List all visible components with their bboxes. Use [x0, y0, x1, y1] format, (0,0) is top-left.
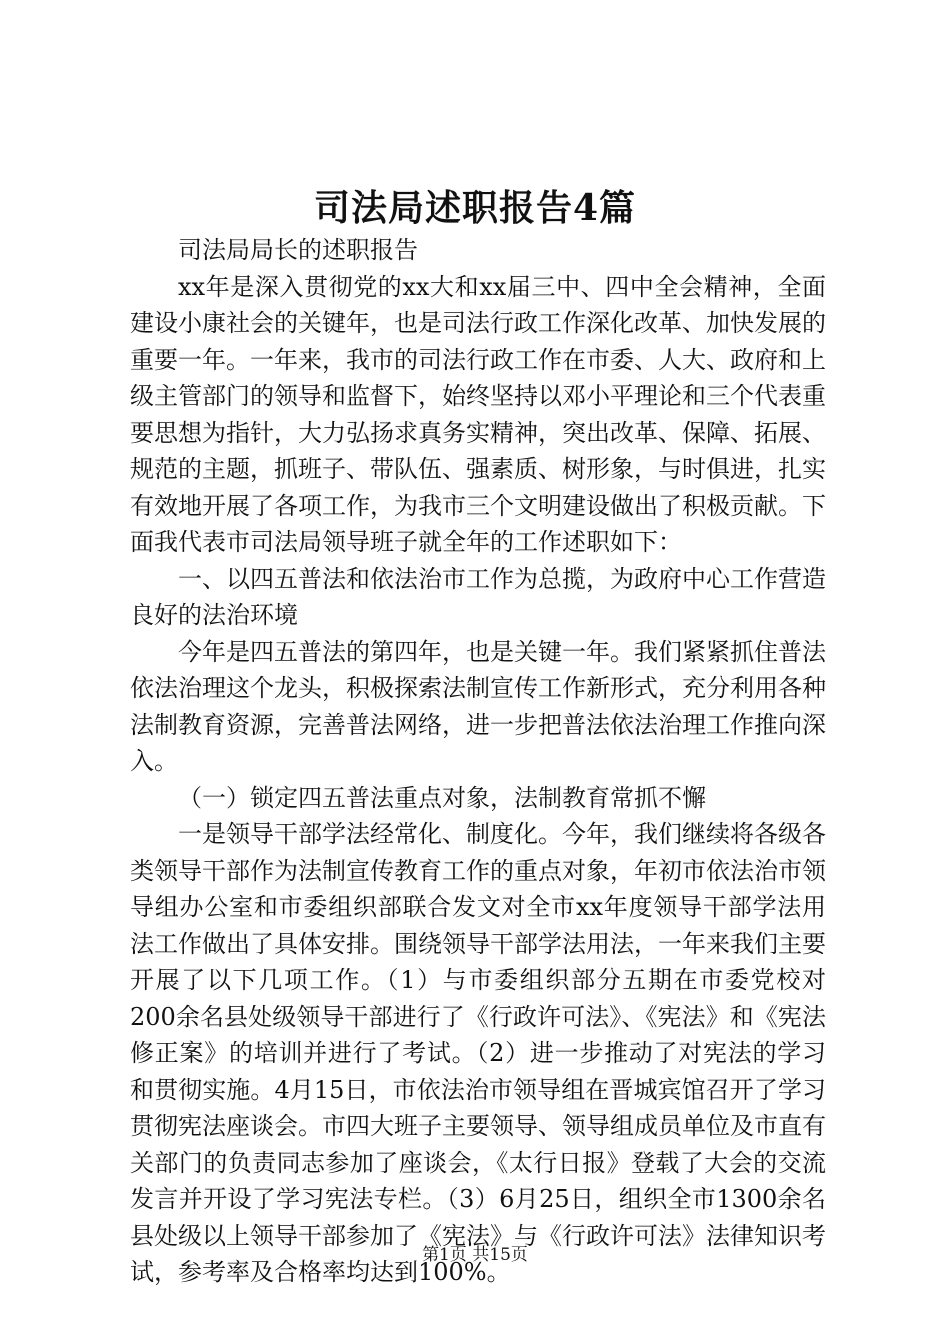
document-title: 司法局述职报告4篇	[313, 187, 637, 229]
paragraph-subtitle: 司法局局长的述职报告	[178, 236, 418, 264]
paragraph-section-intro: 今年是四五普法的第四年，也是关键一年。我们紧紧抓住普法依法治理这个龙头，积极探索法制宣传工作新形式，充分利用各种法制教育资源，完善普法网络，进一步把普法依法治理工作推向深入。	[130, 637, 826, 775]
page-footer: 第1页 共15页	[422, 1245, 528, 1265]
paragraph-subsection-body: 一是领导干部学法经常化、制度化。今年，我们继续将各级各类领导干部作为法制宣传教育工作的重点对象，年初市依法治市领导组办公室和市委组织部联合发文对全市xx年度领导干部学法用法工作做出了具体安排。围绕领导干部学法用法，一年来我们主要开展了以下几项工作。（1）与市委组织部分五期在市委党校对200余名县处级领导干部进行了《行政许可法》、《宪法》和《宪法修正案》的培训并进行了考试。（2）进一步推动了对宪法的学习和贯彻实施。4月15日，市依法治市领导组在晋城宾馆召开了学习贯彻宪法座谈会。市四大班子主要领导、领导组成员单位及市直有关部门的负责同志参加了座谈会，《太行日报》登载了大会的交流发言并开设了学习宪法专栏。（3）6月25日，组织全市1300余名县处级以上领导干部参加了《宪法》与《行政许可法》法律知识考试，参考率及合格率均达到100%。	[130, 820, 826, 1286]
paragraph-intro: xx年是深入贯彻党的xx大和xx届三中、四中全会精神，全面建设小康社会的关键年，也是司法行政工作深化改革、加快发展的重要一年。一年来，我市的司法行政工作在市委、人大、政府和上级主管部门的领导和监督下，始终坚持以邓小平理论和三个代表重要思想为指针，大力弘扬求真务实精神，突出改革、保障、拓展、规范的主题，抓班子、带队伍、强素质、树形象，与时俱进，扎实有效地开展了各项工作，为我市三个文明建设做出了积极贡献。下面我代表市司法局领导班子就全年的工作述职如下：	[130, 272, 826, 556]
paragraph-subsection-heading: （一）锁定四五普法重点对象，法制教育常抓不懈	[178, 783, 706, 812]
paragraph-section-heading: 一、以四五普法和依法治市工作为总揽，为政府中心工作营造良好的法治环境	[130, 564, 826, 629]
document-body	[130, 232, 826, 1291]
